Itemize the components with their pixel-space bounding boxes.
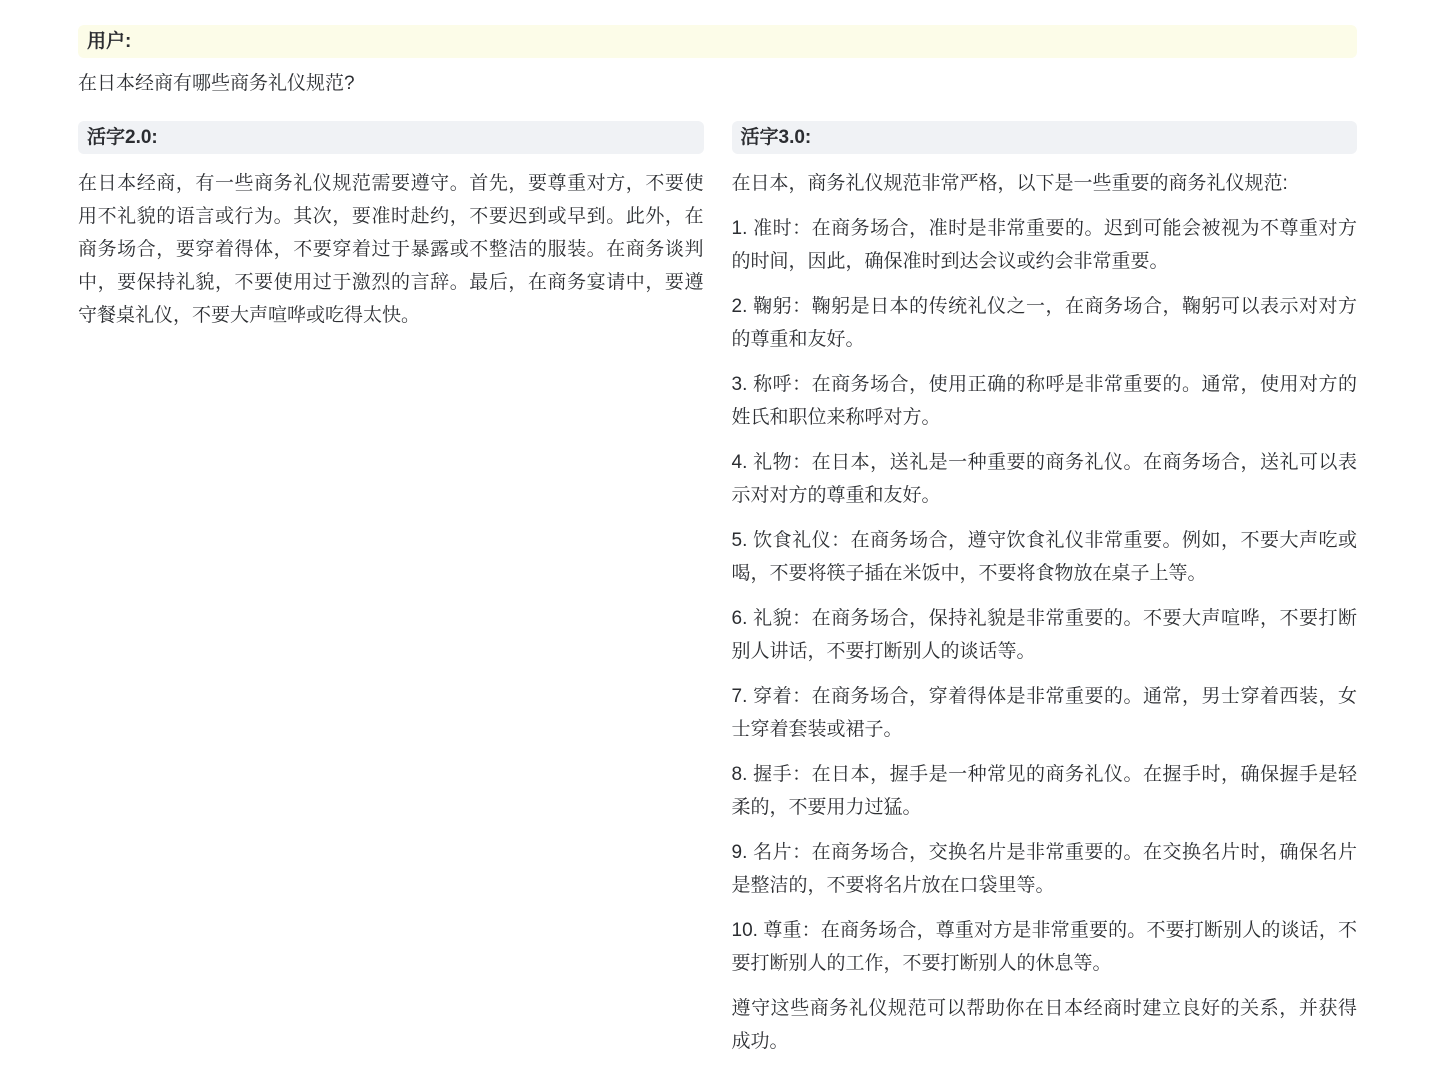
response-paragraph: 1. 准时：在商务场合，准时是非常重要的。迟到可能会被视为不尊重对方的时间，因此，确保准时到达会议或约会非常重要。 [731,218,1357,272]
model-header-bar [732,121,1358,154]
response-paragraph: 4. 礼物：在日本，送礼是一种重要的商务礼仪。在商务场合，送礼可以表示对对方的尊重和友好。 [731,452,1357,506]
model-header-bar [78,121,704,154]
model-name-label: 活字3.0: [740,127,812,148]
user-question: 在日本经商有哪些商务礼仪规范? [78,73,355,94]
model-comparison-columns [78,121,1357,1070]
response-paragraph: 在日本，商务礼仪规范非常严格，以下是一些重要的商务礼仪规范: [731,173,1288,194]
response-paragraph: 8. 握手：在日本，握手是一种常见的商务礼仪。在握手时，确保握手是轻柔的，不要用力过猛。 [731,764,1357,818]
model-column-huozi-3 [732,121,1358,1070]
response-paragraph: 3. 称呼：在商务场合，使用正确的称呼是非常重要的。通常，使用对方的姓氏和职位来称呼对方。 [731,374,1357,428]
response-paragraph: 9. 名片：在商务场合，交换名片是非常重要的。在交换名片时，确保名片是整洁的，不要将名片放在口袋里等。 [731,842,1357,896]
response-paragraph: 2. 鞠躬：鞠躬是日本的传统礼仪之一，在商务场合，鞠躬可以表示对对方的尊重和友好。 [731,296,1357,350]
response-paragraph: 7. 穿着：在商务场合，穿着得体是非常重要的。通常，男士穿着西装，女士穿着套装或裙子。 [731,686,1357,740]
user-label-bar [78,25,1357,58]
model-name-label: 活字2.0: [87,127,158,148]
model-response [732,167,1358,1058]
model-response [78,167,704,332]
response-paragraph: 遵守这些商务礼仪规范可以帮助你在日本经商时建立良好的关系，并获得成功。 [731,998,1357,1052]
response-paragraph: 6. 礼貌：在商务场合，保持礼貌是非常重要的。不要大声喧哗，不要打断别人讲话，不要打断别人的谈话等。 [731,608,1357,662]
response-paragraph: 在日本经商，有一些商务礼仪规范需要遵守。首先，要尊重对方，不要使用不礼貌的语言或行为。其次，要准时赴约，不要迟到或早到。此外，在商务场合，要穿着得体，不要穿着过于暴露或不整洁的服装。在商务谈判中，要保持礼貌，不要使用过于激烈的言辞。最后，在商务宴请中，要遵守餐桌礼仪，不要大声喧哗或吃得太快。 [78,173,704,326]
user-label: 用户: [87,31,132,52]
response-paragraph: 5. 饮食礼仪：在商务场合，遵守饮食礼仪非常重要。例如，不要大声吃或喝，不要将筷子插在米饭中，不要将食物放在桌子上等。 [731,530,1357,584]
model-column-huozi-2 [78,121,704,344]
response-paragraph: 10. 尊重：在商务场合，尊重对方是非常重要的。不要打断别人的谈话，不要打断别人的工作，不要打断别人的休息等。 [731,920,1357,974]
